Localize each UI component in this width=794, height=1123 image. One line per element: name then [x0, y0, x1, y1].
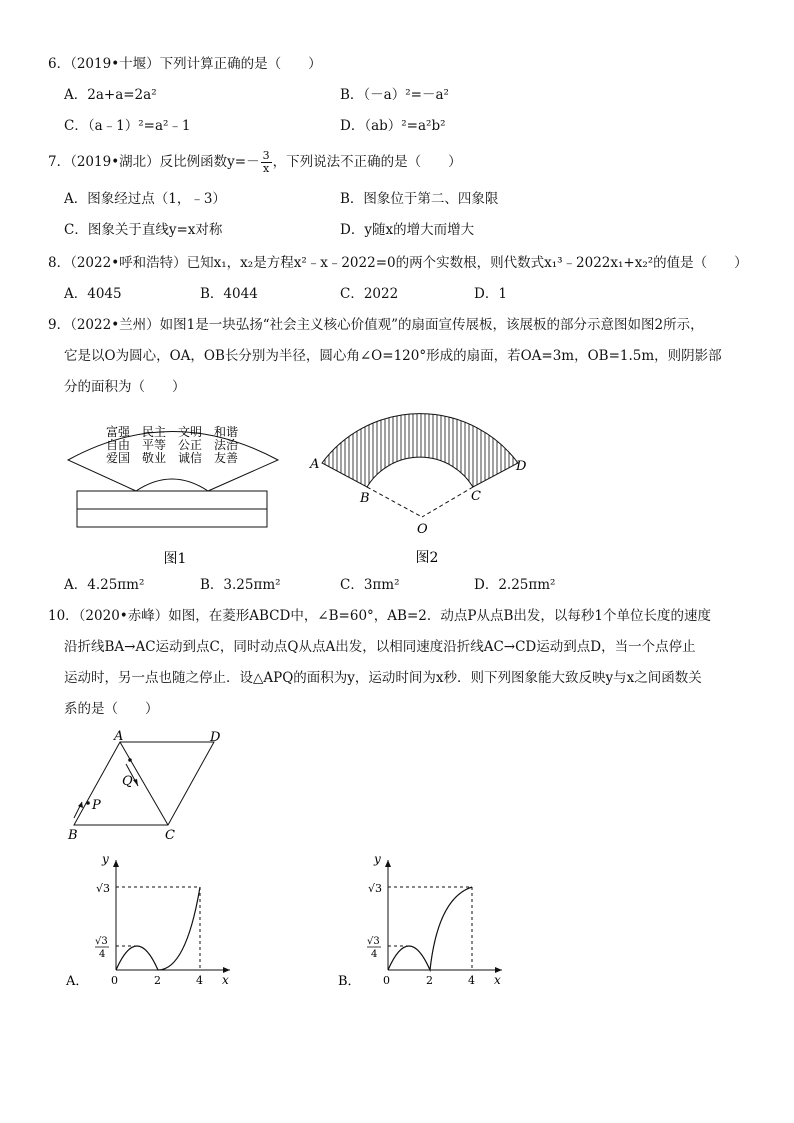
q6-option-d: D．（ab）²=a²b² — [340, 118, 446, 134]
q9-figure-2 — [300, 405, 540, 575]
rhombus-label-a: A — [114, 729, 124, 744]
graph-b-xtick-2: 2 — [426, 974, 433, 987]
rhombus-label-p: P — [92, 798, 101, 813]
q8-stem: 8．（2022•呼和浩特）已知x₁，x₂是方程x²﹣x﹣2022=0的两个实数根，则代数式x₁³﹣2022x₁+x₂²的值是（ ） — [48, 255, 748, 271]
graph-b-origin: 0 — [383, 974, 390, 987]
q9-option-a: A．4.25πm² — [64, 577, 145, 593]
graph-a-ytick-mid-den: 4 — [99, 949, 106, 960]
graph-b-x-axis: x — [494, 973, 501, 987]
fig2-label-a: A — [310, 457, 320, 472]
fig2-label-b: B — [360, 491, 370, 506]
q6-option-c: C．（a﹣1）²=a²﹣1 — [64, 118, 191, 134]
q7-option-d: D．y随x的增大而增大 — [340, 222, 475, 238]
fig2-caption: 图2 — [415, 550, 439, 566]
graph-a-x-axis: x — [222, 973, 229, 987]
graph-b-ytick-mid-num: √3 — [367, 936, 380, 947]
q9-line-1: 9．（2022•兰州）如图1是一块弘扬“社会主义核心价值观”的扇面宣传展板，该展板的部分示意图如图2所示， — [48, 317, 704, 333]
q7-stem-after: ，下列说法不正确的是（ ） — [272, 154, 462, 170]
q10-line-2: 沿折线BA→AC运动到点C，同时动点Q从点A出发，以相同速度沿折线AC→CD运动到点D，当一个点停止 — [64, 639, 696, 655]
q7-fraction — [261, 150, 272, 175]
q8-option-a: A．4045 — [64, 286, 122, 302]
q8-option-d: D．1 — [474, 286, 507, 302]
q7-stem — [48, 150, 462, 175]
q10-line-3: 运动时，另一点也随之停止．设△APQ的面积为y，运动时间为x秒．则下列图象能大致反映y与x之间函数关 — [64, 670, 702, 686]
q6-option-b: B．（－a）²=－a² — [340, 87, 449, 103]
fig1-row-2: 自由 平等 公正 法治 — [105, 438, 239, 452]
q7-option-b: B．图象位于第二、四象限 — [340, 191, 499, 207]
graph-b-y-axis: y — [374, 852, 381, 866]
q7-option-a: A．图象经过点（1，﹣3） — [64, 191, 226, 207]
graph-a-y-axis: y — [102, 852, 109, 866]
q10-rhombus-figure — [62, 728, 252, 846]
fig1-row-3: 爱国 敬业 诚信 友善 — [105, 451, 239, 465]
q8-option-b: B．4044 — [200, 286, 258, 302]
rhombus-label-d: D — [210, 730, 221, 745]
q7-func: y=－ — [227, 154, 260, 170]
rhombus-label-b: B — [68, 828, 78, 843]
graph-a-ytick-mid-num: √3 — [95, 936, 108, 947]
graph-a-xtick-4: 4 — [196, 974, 203, 987]
q9-option-b: B．3.25πm² — [200, 577, 281, 593]
graph-b-ytick-top: √3 — [368, 882, 383, 895]
q9-option-d: D．2.25πm² — [474, 577, 556, 593]
rhombus-label-c: C — [165, 828, 175, 843]
q9-option-c: C．3πm² — [340, 577, 400, 593]
q10-graph-b — [334, 850, 514, 990]
q9-figure-1 — [60, 415, 285, 575]
fig2-label-c: C — [471, 489, 481, 504]
graph-b-ytick-mid-den: 4 — [371, 949, 378, 960]
graph-a-label: A． — [66, 974, 89, 989]
q10-line-4: 系的是（ ） — [64, 701, 159, 717]
q7-option-c: C．图象关于直线y=x对称 — [64, 222, 223, 238]
rhombus-label-q: Q — [122, 774, 133, 789]
q7-stem-before: 7．（2019•湖北）反比例函数 — [48, 154, 228, 170]
fig2-label-o: O — [417, 522, 428, 537]
q9-line-3: 分的面积为（ ） — [64, 379, 186, 395]
graph-a-ytick-top: √3 — [96, 882, 111, 895]
graph-b-label: B． — [338, 974, 361, 989]
q7-frac-den: x — [263, 162, 270, 175]
q7-frac-num: 3 — [262, 149, 270, 162]
fig2-label-d: D — [516, 459, 527, 474]
q8-option-c: C．2022 — [340, 286, 399, 302]
graph-a-xtick-2: 2 — [154, 974, 161, 987]
q9-line-2: 它是以O为圆心，OA，OB长分别为半径，圆心角∠O=120°形成的扇面，若OA=3m，OB=1.5m，则阴影部 — [64, 348, 722, 364]
graph-b-xtick-4: 4 — [468, 974, 475, 987]
q6-stem: 6．（2019•十堰）下列计算正确的是（ ） — [48, 56, 322, 72]
fig1-caption: 图1 — [163, 551, 187, 567]
q6-option-a: A．2a+a=2a² — [64, 87, 157, 103]
graph-a-origin: 0 — [111, 974, 118, 987]
fig1-row-1: 富强 民主 文明 和谐 — [105, 425, 239, 439]
q10-graph-a — [62, 850, 242, 990]
q10-line-1: 10．（2020•赤峰）如图，在菱形ABCD中，∠B=60°，AB=2．动点P从点B出发，以每秒1个单位长度的速度 — [48, 608, 711, 624]
